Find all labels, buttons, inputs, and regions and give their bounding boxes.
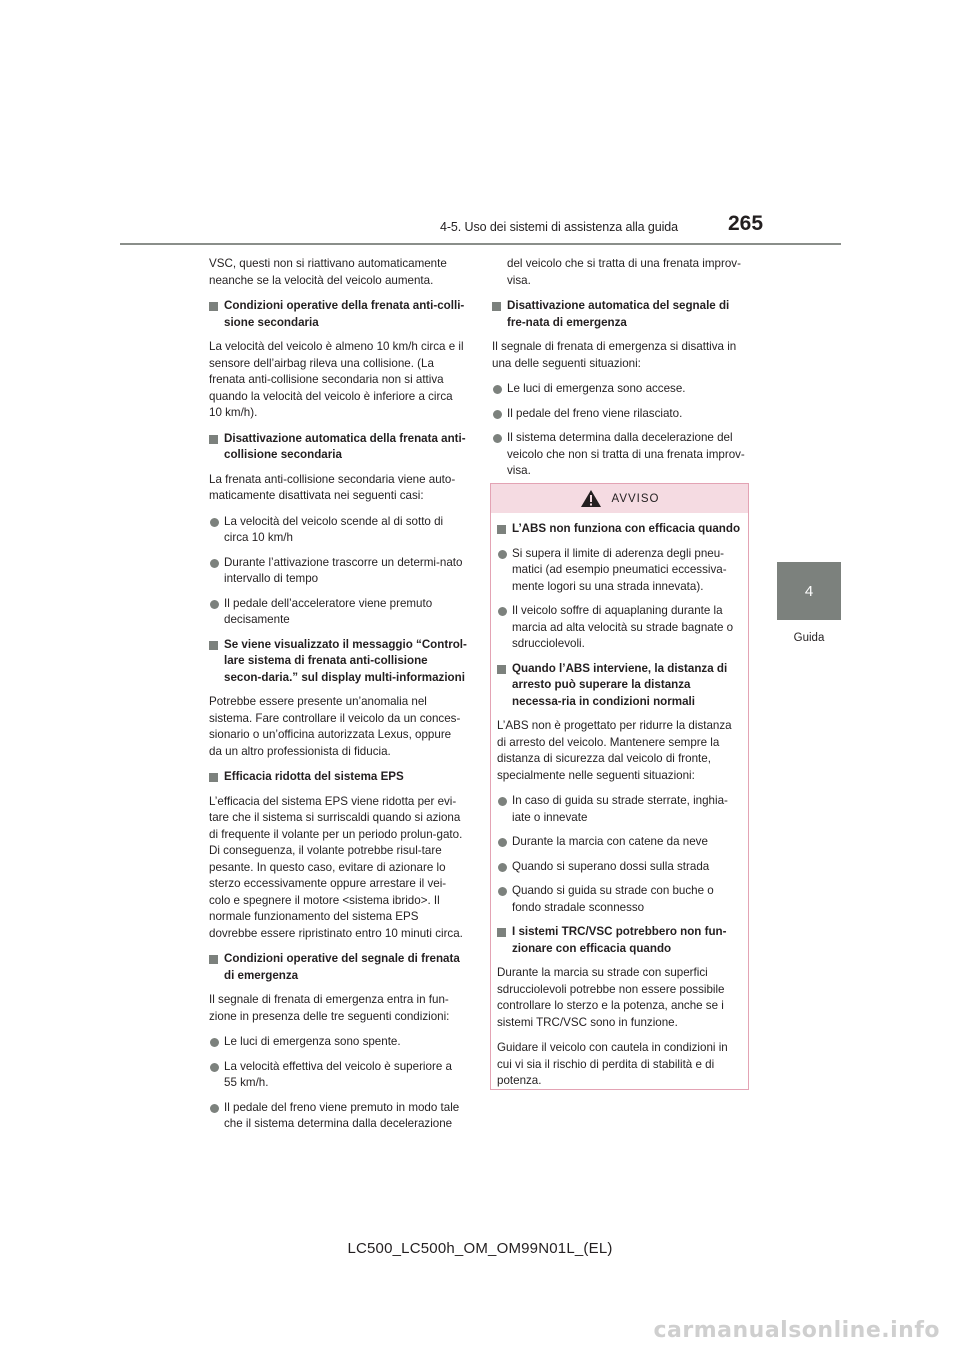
list-item-text: Quando si guida su strade con buche o fondo stradale sconnesso [512, 884, 714, 914]
intro-text: VSC, questi non si riattivano automaticamente neanche se la velocità del veicolo aumenta. [209, 257, 447, 287]
list-item [492, 430, 750, 480]
list-item-text: La velocità effettiva del veicolo è superiore a 55 km/h. [224, 1059, 452, 1089]
caution-body [491, 513, 748, 1090]
paragraph: La frenata anti-collisione secondaria viene auto-maticamente disattivata nei seguenti casi: [209, 472, 456, 502]
list-item [497, 603, 742, 653]
list-item [209, 555, 467, 588]
round-bullet-icon [493, 385, 502, 394]
list-item [497, 834, 742, 851]
caution-title: AVVISO [611, 492, 660, 505]
heading-trc-vsc [497, 924, 742, 957]
paragraph: La velocità del veicolo è almeno 10 km/h circa e il sensore dell’airbag rileva una collisione. (La frenata anti-collisione secondaria non si attiva quando la velocità del veicolo è inferiore a circa 10 km/h). [209, 340, 464, 419]
square-bullet-icon [209, 773, 218, 782]
list-item-text: Si supera il limite di aderenza degli pneu-matici (ad esempio pneumatici eccessiva-mente logori su una strada innevata). [512, 546, 727, 593]
page-number: 265 [728, 212, 764, 235]
continued-text: del veicolo che si tratta di una frenata improv-visa. [507, 257, 741, 287]
list-item [209, 1059, 467, 1092]
heading-text: Se viene visualizzato il messaggio “Control-lare sistema di frenata anti-collisione secon-daria.” sul display multi-informazioni [224, 637, 467, 684]
heading-secondary-brake-conditions [209, 298, 467, 331]
square-bullet-icon [209, 955, 218, 964]
list-item [497, 859, 742, 876]
heading-check-message [209, 637, 467, 687]
heading-abs-ineffective [497, 521, 742, 538]
heading-emergency-signal-deactivation [492, 298, 750, 331]
square-bullet-icon [209, 302, 218, 311]
chapter-tab [777, 562, 841, 620]
list-item [497, 883, 742, 916]
document-code: LC500_LC500h_OM_OM99N01L_(EL) [347, 1240, 613, 1257]
left-column [209, 256, 467, 1141]
section-title: 4-5. Uso dei sistemi di assistenza alla guida [440, 220, 678, 234]
chapter-label: Guida [793, 632, 825, 644]
watermark: carmanualsonline.info [653, 1318, 940, 1343]
right-column [492, 256, 750, 488]
round-bullet-icon [498, 607, 507, 616]
list-item [209, 514, 467, 547]
round-bullet-icon [493, 410, 502, 419]
header-divider [120, 243, 841, 245]
heading-secondary-brake-deactivation [209, 431, 467, 464]
heading-text: L’ABS non funziona con efficacia quando [512, 522, 741, 535]
heading-text: I sistemi TRC/VSC potrebbero non fun-zionare con efficacia quando [512, 925, 727, 955]
list-item-text: In caso di guida su strade sterrate, inghia-iate o innevate [512, 794, 728, 824]
warning-triangle-icon [580, 489, 602, 508]
list-item [209, 596, 467, 629]
list-item [492, 406, 750, 423]
paragraph: Guidare il veicolo con cautela in condizioni in cui vi sia il rischio di perdita di stabilità e di potenza. [497, 1041, 728, 1087]
list-item [209, 1034, 467, 1051]
list-item-text: Durante la marcia con catene da neve [512, 835, 708, 848]
heading-text: Condizioni operative del segnale di frenata di emergenza [224, 952, 460, 982]
round-bullet-icon [210, 518, 219, 527]
list-item [497, 546, 742, 596]
heading-eps [209, 769, 467, 786]
paragraph: Durante la marcia su strade con superfici sdrucciolevoli potrebbe non essere possibile controllare lo sterzo e la potenza, anche se i sistemi TRC/VSC sono in funzione. [497, 966, 725, 1029]
list-item-text: Il pedale del freno viene rilasciato. [507, 406, 683, 420]
list-item-text: Durante l’attivazione trascorre un determi-nato intervallo di tempo [224, 555, 463, 585]
round-bullet-icon [498, 863, 507, 872]
heading-text: Disattivazione automatica del segnale di fre-nata di emergenza [507, 299, 730, 329]
heading-text: Disattivazione automatica della frenata anti-collisione secondaria [224, 431, 466, 461]
round-bullet-icon [498, 550, 507, 559]
round-bullet-icon [210, 1104, 219, 1113]
paragraph: Potrebbe essere presente un’anomalia nel sistema. Fare controllare il veicolo da un conces-sionario o un’officina autorizzata Lexus, oppure da un altro professionista di fiducia. [209, 695, 461, 758]
square-bullet-icon [497, 928, 506, 937]
square-bullet-icon [497, 525, 506, 534]
list-item [497, 793, 742, 826]
round-bullet-icon [498, 838, 507, 847]
list-item-text: Il veicolo soffre di aquaplaning durante la marcia ad alta velocità su strade bagnate o sdrucciolevoli. [512, 604, 734, 650]
round-bullet-icon [498, 797, 507, 806]
round-bullet-icon [498, 887, 507, 896]
heading-text: Condizioni operative della frenata anti-colli-sione secondaria [224, 299, 465, 329]
heading-abs-stopping-distance [497, 661, 742, 711]
list-item-text: Le luci di emergenza sono spente. [224, 1035, 401, 1048]
heading-text: Efficacia ridotta del sistema EPS [224, 770, 404, 783]
paragraph: Il segnale di frenata di emergenza si disattiva in una delle seguenti situazioni: [492, 340, 737, 370]
list-item [492, 381, 750, 398]
square-bullet-icon [497, 665, 506, 674]
square-bullet-icon [209, 641, 218, 650]
heading-emergency-signal-conditions [209, 951, 467, 984]
round-bullet-icon [210, 559, 219, 568]
round-bullet-icon [210, 1038, 219, 1047]
round-bullet-icon [210, 1063, 219, 1072]
list-item [209, 1100, 467, 1133]
list-item-text: Il pedale dell’acceleratore viene premuto decisamente [224, 596, 433, 626]
chapter-number: 4 [804, 582, 814, 600]
heading-text: Quando l’ABS interviene, la distanza di arresto può superare la distanza necessa-ria in condizioni normali [512, 661, 728, 708]
paragraph: Il segnale di frenata di emergenza entra in fun-zione in presenza delle tre seguenti condizioni: [209, 993, 450, 1023]
paragraph: L’ABS non è progettato per ridurre la distanza di arresto del veicolo. Mantenere sempre la distanza di sicurezza dal veicolo di fronte, specialmente nelle seguenti situazioni: [497, 719, 732, 782]
list-item-text: Il sistema determina dalla decelerazione del veicolo che non si tratta di una frenata improv-visa. [507, 431, 745, 477]
paragraph: L’efficacia del sistema EPS viene ridotta per evi-tare che il sistema si surriscaldi quando si aziona di frequente il volante per un periodo prolun-gato. Di conseguenza, il volante potrebbe risul-tare pesante. In questo caso, evitare di azionare lo sterzo eccessivamente oppure arrestare il vei-colo e spegnere il motore <sistema ibrido>. Il normale funzionamento del sistema EPS dovrebbe essere ripristinato entro 10 minuti circa. [209, 794, 463, 940]
square-bullet-icon [492, 302, 501, 311]
list-item-text: Le luci di emergenza sono accese. [507, 382, 686, 395]
list-item-text: Il pedale del freno viene premuto in modo tale che il sistema determina dalla decelerazione [224, 1100, 460, 1130]
caution-box [490, 483, 749, 1090]
list-item-text: La velocità del veicolo scende al di sotto di circa 10 km/h [224, 514, 444, 544]
caution-header [491, 484, 748, 513]
square-bullet-icon [209, 435, 218, 444]
round-bullet-icon [493, 434, 502, 443]
list-item-text: Quando si superano dossi sulla strada [512, 859, 710, 873]
round-bullet-icon [210, 600, 219, 609]
